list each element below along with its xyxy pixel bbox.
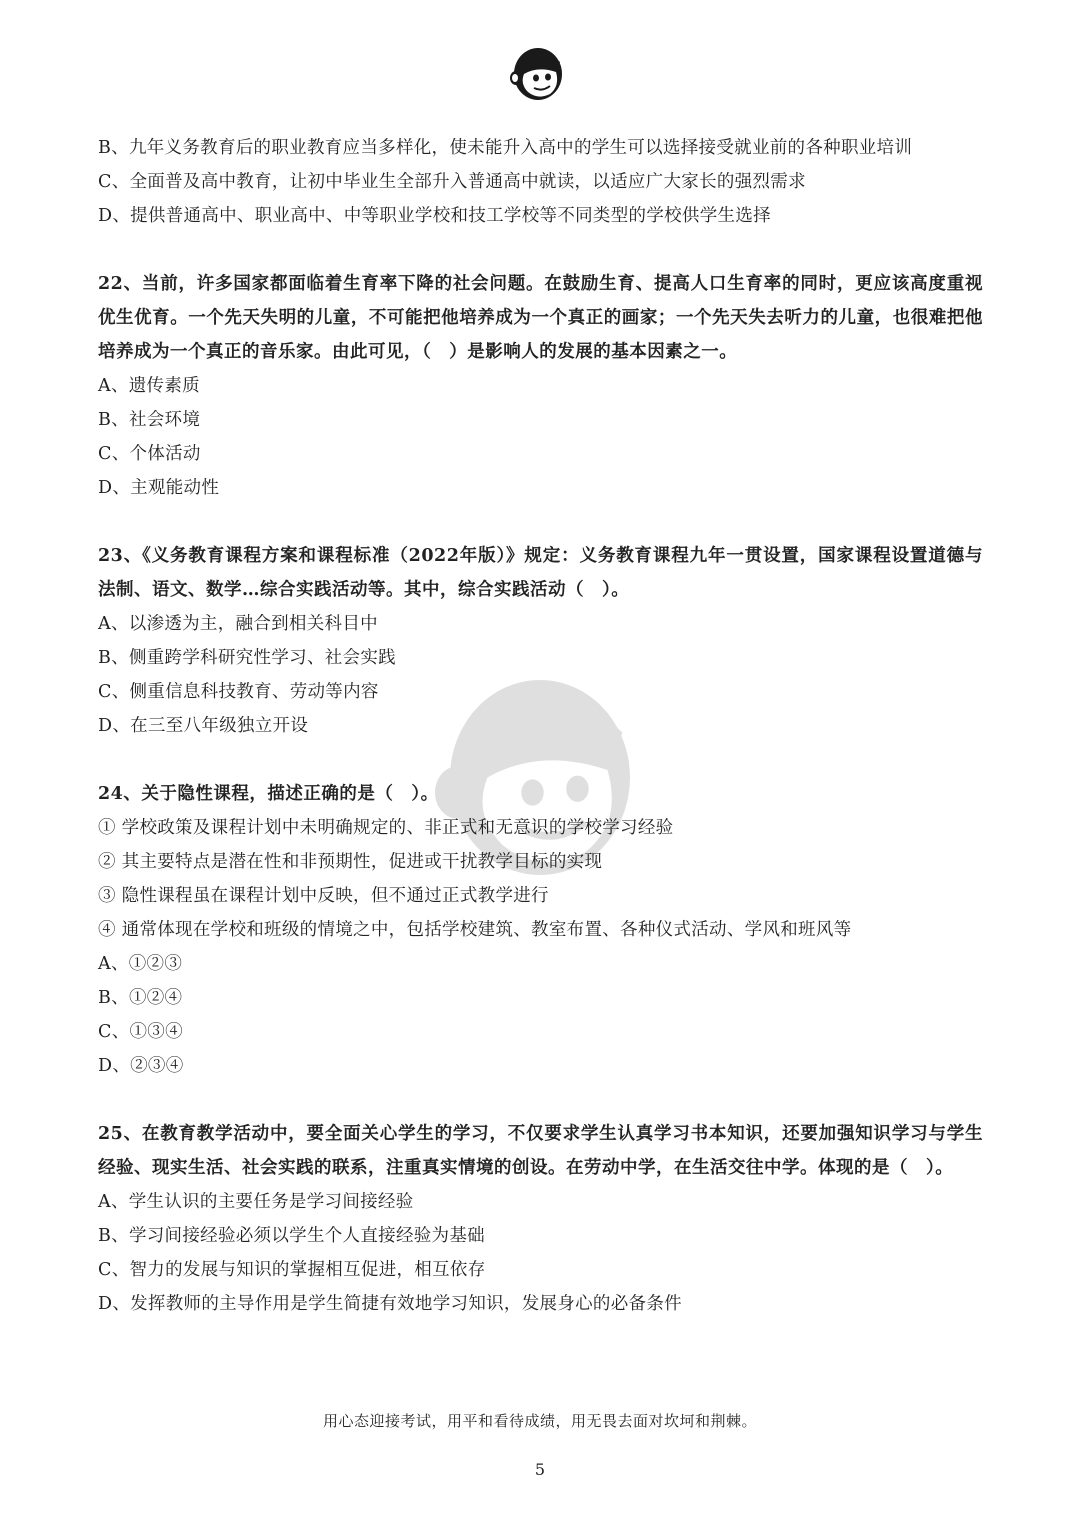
option-line: B、侧重跨学科研究性学习、社会实践 [98,648,396,668]
option-line: D、发挥教师的主导作用是学生简捷有效地学习知识，发展身心的必备条件 [98,1294,682,1314]
question-24 [98,777,988,1083]
question-text: 25、在教育教学活动中，要全面关心学生的学习，不仅要求学生认真学习书本知识，还要加强知识学习与学生经验、现实生活、社会实践的联系，注重真实情境的创设。在劳动中学，在生活交往中学。体现的是（ ）。 [98,1124,983,1178]
option-line: D、②③④ [98,1056,184,1076]
statement-line: ② 其主要特点是潜在性和非预期性，促进或干扰教学目标的实现 [98,852,603,872]
option-line: C、全面普及高中教育，让初中毕业生全部升入普通高中就读，以适应广大家长的强烈需求 [98,172,806,192]
option-line: A、①②③ [98,954,183,974]
question-text: 24、关于隐性课程，描述正确的是（ ）。 [98,784,439,804]
question-text: 22、当前，许多国家都面临着生育率下降的社会问题。在鼓励生育、提高人口生育率的同时，更应该高度重视优生优育。一个先天失明的儿童，不可能把他培养成为一个真正的画家；一个先天失去听力的儿童，也很难把他培养成为一个真正的音乐家。由此可见，（ ）是影响人的发展的基本因素之一。 [98,274,983,362]
question-23 [98,539,988,743]
page-number: 5 [534,1460,546,1479]
question-25 [98,1117,988,1321]
monkey-logo-icon [506,40,570,104]
option-line: A、以渗透为主，融合到相关科目中 [98,614,378,634]
footer-motto: 用心态迎接考试，用平和看待成绩，用无畏去面对坎坷和荆棘。 [322,1412,757,1430]
option-line: D、主观能动性 [98,478,220,498]
option-line: A、学生认识的主要任务是学习间接经验 [98,1192,414,1212]
option-line: D、提供普通高中、职业高中、中等职业学校和技工学校等不同类型的学校供学生选择 [98,206,771,226]
option-line: A、遗传素质 [98,376,200,396]
option-line: B、①②④ [98,988,183,1008]
option-line: D、在三至八年级独立开设 [98,716,309,736]
option-line: C、侧重信息科技教育、劳动等内容 [98,682,379,702]
statement-line: ① 学校政策及课程计划中未明确规定的、非正式和无意识的学校学习经验 [98,818,674,838]
option-line: B、学习间接经验必须以学生个人直接经验为基础 [98,1226,485,1246]
question-22 [98,267,988,505]
statement-line: ③ 隐性课程虽在课程计划中反映，但不通过正式教学进行 [98,886,549,906]
document-body [98,131,988,1321]
statement-line: ④ 通常体现在学校和班级的情境之中，包括学校建筑、教室布置、各种仪式活动、学风和班风等 [98,920,852,940]
option-line: B、九年义务教育后的职业教育应当多样化，使未能升入高中的学生可以选择接受就业前的各种职业培训 [98,138,913,158]
option-line: C、智力的发展与知识的掌握相互促进，相互依存 [98,1260,486,1280]
previous-question-options [98,131,988,233]
option-line: C、个体活动 [98,444,201,464]
option-line: C、①③④ [98,1022,183,1042]
option-line: B、社会环境 [98,410,201,430]
question-text: 23、《义务教育课程方案和课程标准（2022年版）》规定：义务教育课程九年一贯设置，国家课程设置道德与法制、语文、数学…综合实践活动等。其中，综合实践活动（ ）。 [98,546,983,600]
